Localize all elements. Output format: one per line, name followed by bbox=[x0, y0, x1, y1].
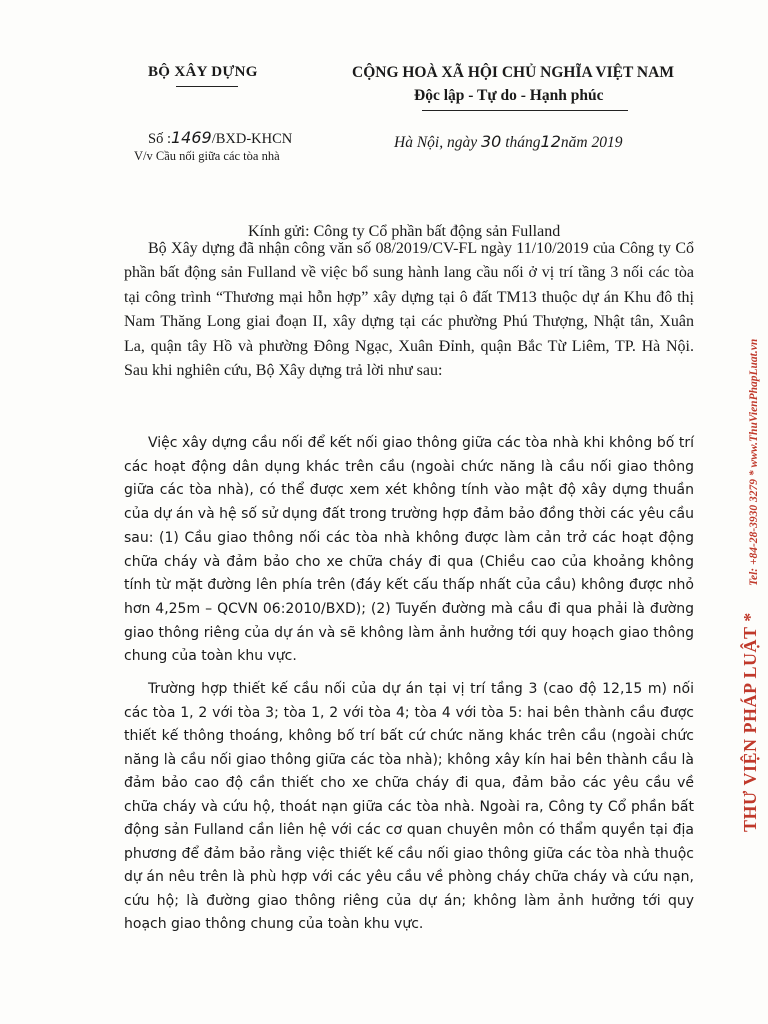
date-month: 12 bbox=[540, 132, 561, 151]
body-paragraph-2 bbox=[124, 432, 694, 669]
date-day: 30 bbox=[480, 132, 502, 151]
document-subject: V/v Cầu nối giữa các tòa nhà bbox=[134, 149, 280, 163]
watermark-title-text: THƯ VIỆN PHÁP LUẬT bbox=[740, 626, 760, 832]
date-month-label: tháng bbox=[505, 134, 541, 151]
body-paragraph-3 bbox=[124, 678, 694, 937]
issuing-agency: BỘ XÂY DỰNG bbox=[148, 64, 258, 80]
date-prefix: Hà Nội, ngày bbox=[394, 134, 478, 151]
salutation: Kính gửi: Công ty Cổ phần bất động sản Fulland bbox=[248, 223, 561, 240]
paragraph-1-text: Bộ Xây dựng đã nhận công văn số 08/2019/CV-FL ngày 11/10/2019 của Công ty Cổ phần bất động sản Fulland về việc bổ sung hành lang cầu nối ở vị trí tầng 3 nối các tòa tại công trình “Thương mại hỗn hợp” xây dựng tại ô đất TM13 thuộc dự án Khu đô thị Nam Thăng Long giai đoạn II, xây dựng tại các phường Phú Thượng, Nhật tân, Xuân La, quận tây Hồ và phường Đông Ngạc, Xuân Đỉnh, quận Bắc Từ Liêm, TP. Hà Nội. Sau khi nghiên cứu, Bộ Xây dựng trả lời như sau: bbox=[124, 240, 694, 380]
document-date bbox=[394, 132, 622, 152]
watermark-title bbox=[740, 612, 761, 832]
document-number-suffix: /BXD-KHCN bbox=[211, 131, 293, 147]
body-paragraph-1 bbox=[124, 237, 694, 383]
date-year: năm 2019 bbox=[560, 134, 623, 151]
agency-underline bbox=[176, 86, 238, 87]
national-motto: Độc lập - Tự do - Hạnh phúc bbox=[414, 87, 604, 104]
watermark-contact: Tel: +84-28-3930 3279 * www.ThuVienPhapLuat.vn bbox=[748, 338, 760, 586]
document-number bbox=[148, 128, 292, 148]
document-number-handwritten: 1469 bbox=[170, 128, 212, 147]
watermark-separator: * bbox=[740, 612, 760, 622]
paragraph-2-text: Việc xây dựng cầu nối để kết nối giao thông giữa các tòa nhà khi không bố trí các hoạt động dân dụng khác trên cầu (ngoài chức năng là cầu nối giao thông giữa các tòa nhà), có thể được xem xét không tính vào mật độ xây dựng thuần của dự án và hệ số sử dụng đất trong trường hợp đảm bảo đồng thời các yêu cầu sau: (1) Cầu giao thông nối các tòa nhà không được làm cản trở các hoạt động chữa cháy và đảm bảo cho xe chữa cháy đi qua (Chiều cao của khoảng không tính từ mặt đường lên phía trên (đáy kết cấu thấp nhất của cầu) không được nhỏ hơn 4,25m – QCVN 06:2010/BXD); (2) Tuyến đường mà cầu đi qua phải là đường giao thông riêng của dự án và sẽ không làm ảnh hưởng tới quy hoạch giao thông chung của toàn khu vực. bbox=[124, 435, 694, 665]
motto-underline bbox=[422, 110, 628, 111]
paragraph-3-text: Trường hợp thiết kế cầu nối của dự án tại vị trí tầng 3 (cao độ 12,15 m) nối các tòa 1, 2 với tòa 3; tòa 1, 2 với tòa 4; tòa 4 với tòa 5: hai bên thành cầu được thiết kế thông thoáng, không bố trí bất cứ chức năng khác trên cầu (ngoài chức năng là cầu nối giao thông giữa các tòa nhà); không xây kín hai bên thành cầu là đảm bảo cao độ cần thiết cho xe chữa cháy đi qua, đảm bảo các yêu cầu về chữa cháy và cứu hộ, thoát nạn giữa các tòa nhà. Ngoài ra, Công ty Cổ phần bất động sản Fulland cần liên hệ với các cơ quan chuyên môn có thẩm quyền tại địa phương để đảm bảo rằng việc thiết kế cầu nối giao thông giữa các tòa nhà thuộc dự án nêu trên là phù hợp với các yêu cầu về phòng cháy chữa cháy và cứu nạn, cứu hộ; là đường giao thông riêng của dự án; không làm ảnh hưởng tới quy hoạch giao thông chung của toàn khu vực. bbox=[124, 681, 694, 932]
document-number-prefix: Số : bbox=[148, 131, 171, 147]
national-title: CỘNG HOÀ XÃ HỘI CHỦ NGHĨA VIỆT NAM bbox=[352, 64, 674, 81]
